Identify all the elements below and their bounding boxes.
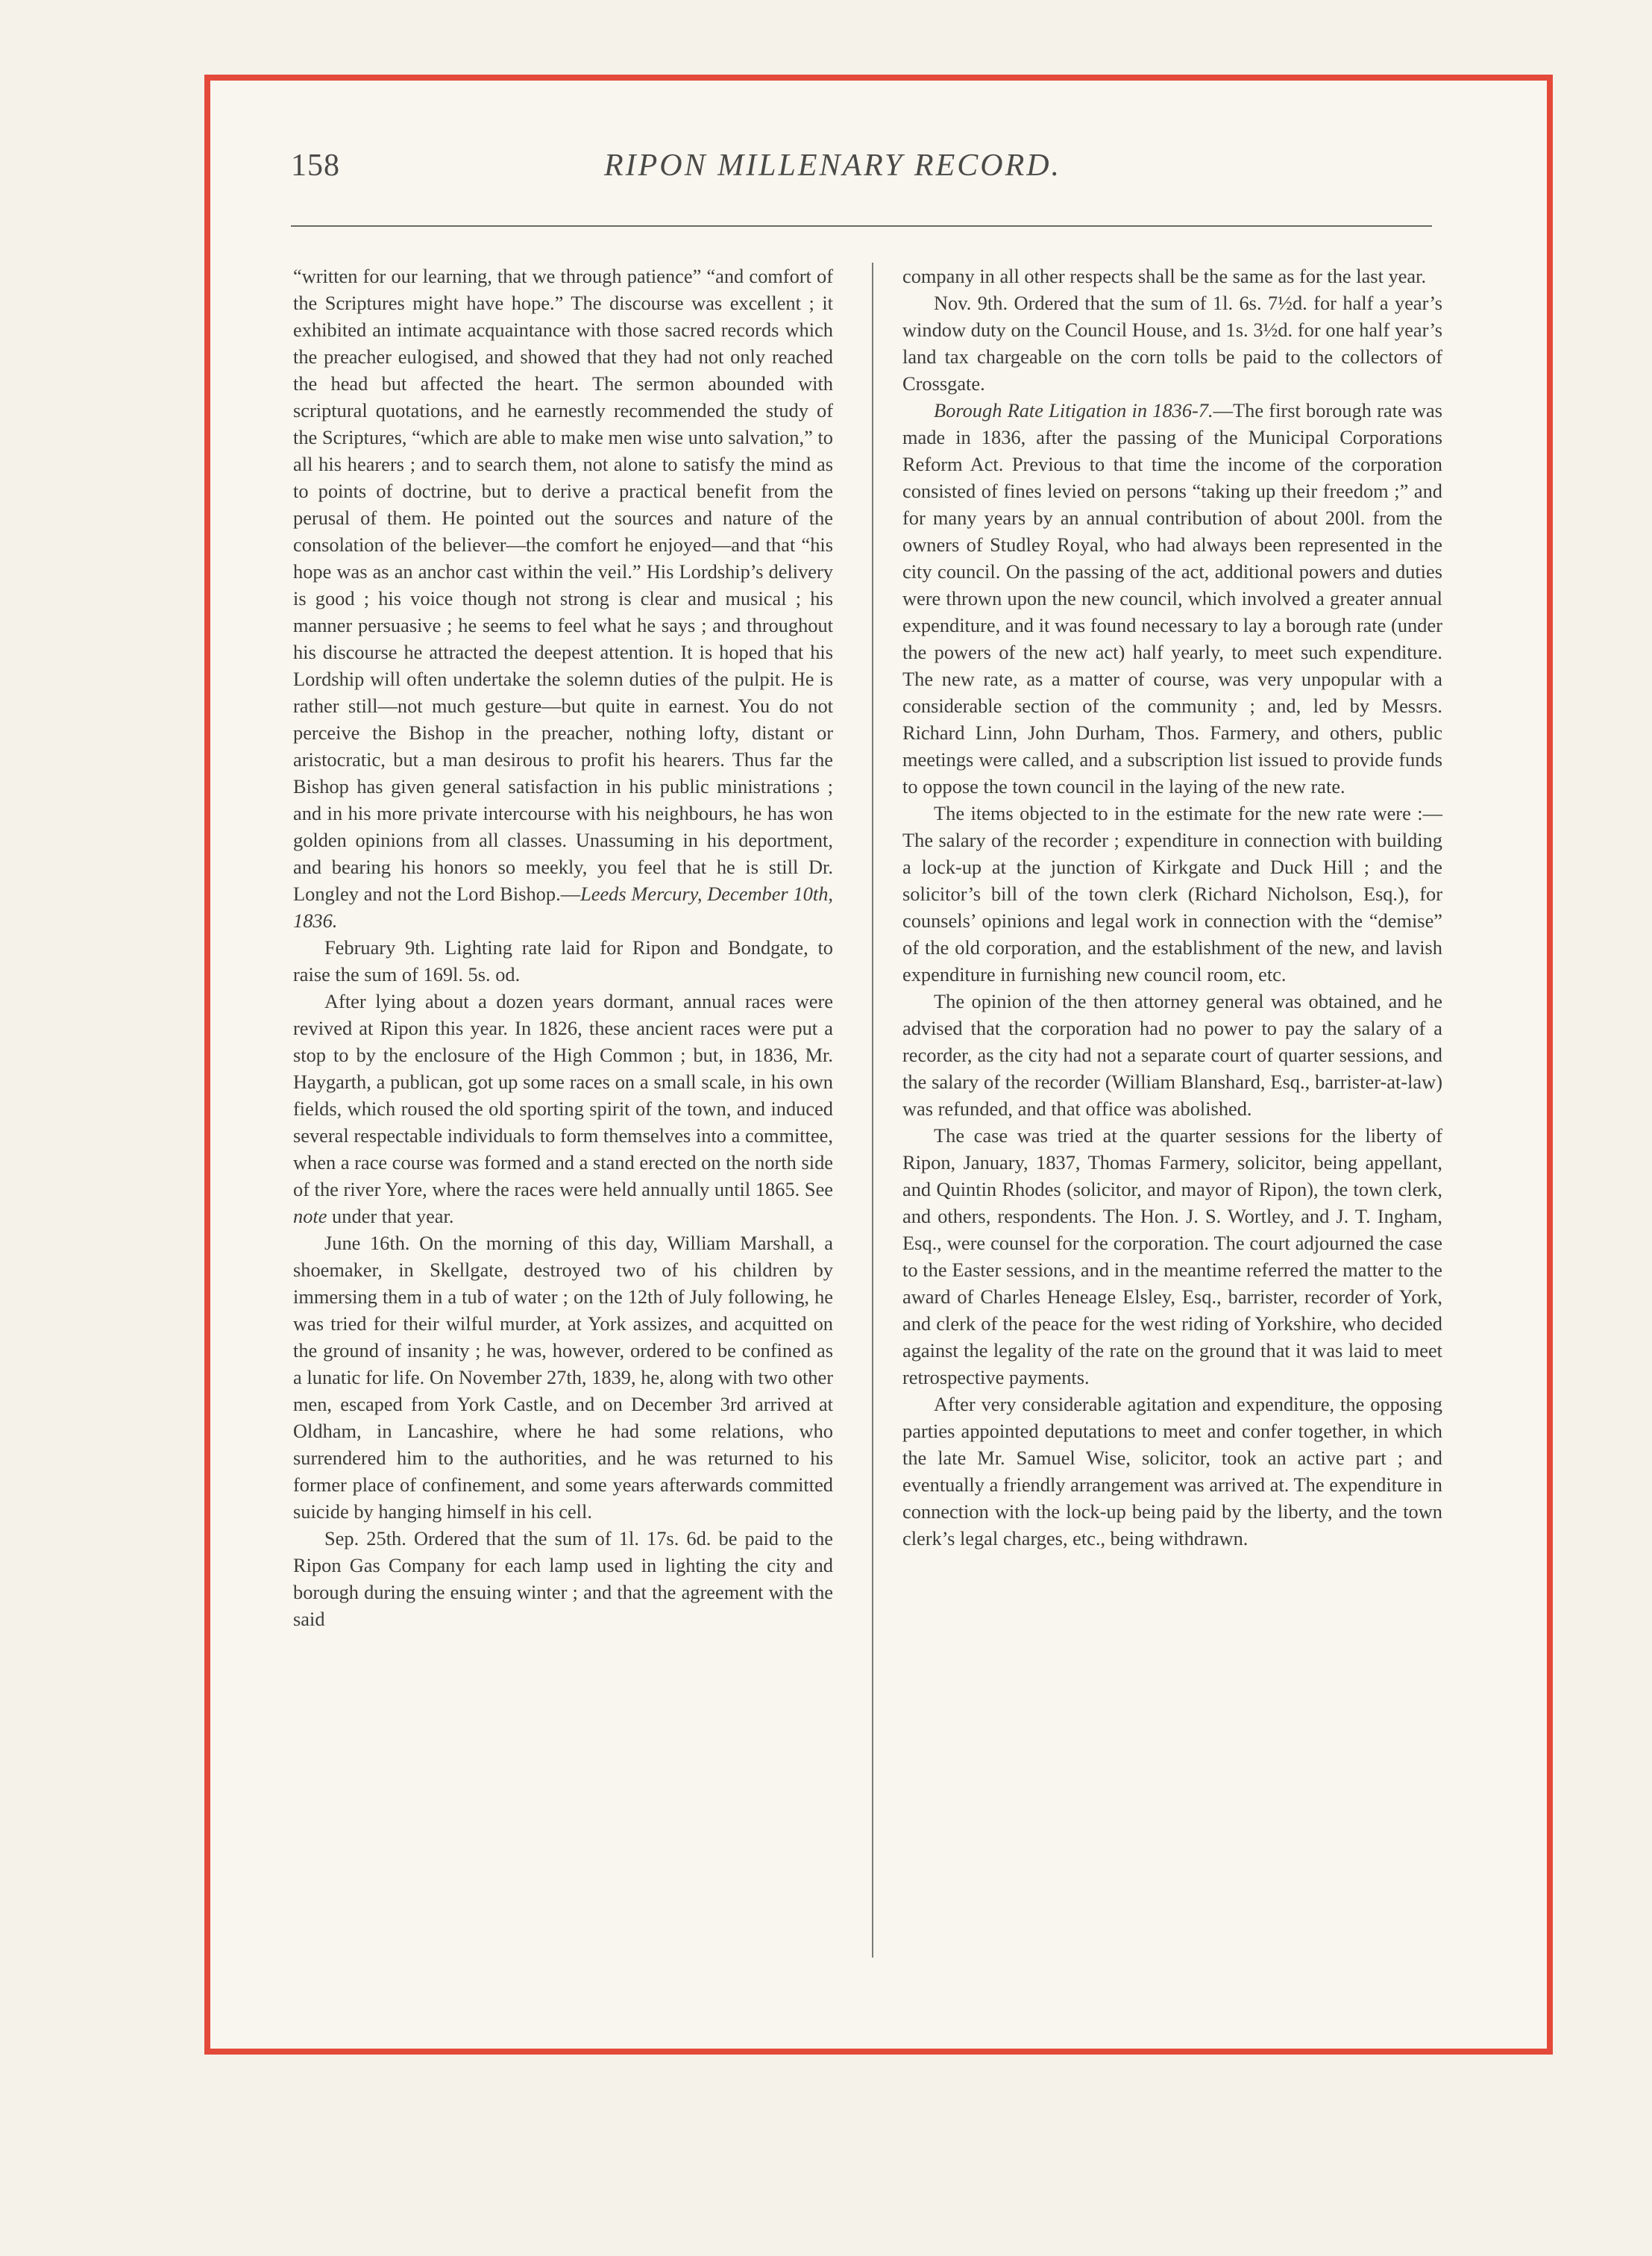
source-citation: Leeds Mercury, December 10th, 1836. xyxy=(293,883,833,932)
paragraph: The items objected to in the estimate for the new rate were :—The salary of the recorder ; expenditure in connection with building a lock-up at the junction of Kirkgate and Duck Hill ; and the solicitor’s bill of the town clerk (Richard Nicholson, Esq.), for counsels’ opinions and legal work in connection with the “demise” of the old corporation, and the establishment of the new, and lavish expenditure in furnishing new council room, etc. xyxy=(902,802,1442,986)
paragraph: The case was tried at the quarter sessions for the liberty of Ripon, January, 1837, Thomas Farmery, solicitor, being appellant, and Quintin Rhodes (solicitor, and mayor of Ripon), the town clerk, and others, respondents. The Hon. J. S. Wortley, and J. T. Ingham, Esq., were counsel for the corporation. The court adjourned the case to the Easter sessions, and in the meantime referred the matter to the award of Charles Heneage Elsley, Esq., barrister, recorder of York, and clerk of the peace for the west riding of Yorkshire, who decided against the legality of the rate on the ground that it was laid to meet retrospective payments. xyxy=(902,1124,1442,1388)
paragraph: The opinion of the then attorney general was obtained, and he advised that the corporation had no power to pay the salary of a recorder, as the city had not a separate court of quarter sessions, and the salary of the recorder (William Blanshard, Esq., barrister-at-law) was refunded, and that office was abolished. xyxy=(902,990,1442,1120)
paragraph xyxy=(902,397,1442,800)
paragraph: company in all other respects shall be the same as for the last year. xyxy=(902,265,1427,287)
paragraph: February 9th. Lighting rate laid for Ripon and Bondgate, to raise the sum of 169l. 5s. od. xyxy=(293,936,833,986)
paragraph xyxy=(293,263,833,934)
section-heading: Borough Rate Litigation in 1836-7. xyxy=(934,399,1213,422)
left-column xyxy=(293,263,833,1632)
paragraph: Sep. 25th. Ordered that the sum of 1l. 17s. 6d. be paid to the Ripon Gas Company for each lamp used in lighting the city and borough during the ensuing winter ; and that the agreement with the said xyxy=(293,1527,833,1630)
paragraph: Nov. 9th. Ordered that the sum of 1l. 6s. 7½d. for half a year’s window duty on the Council House, and 1s. 3½d. for one half year’s land tax chargeable on the corn tolls be paid to the collectors of Crossgate. xyxy=(902,292,1442,395)
paragraph-text: —The first borough rate was made in 1836, after the passing of the Municipal Corporations Reform Act. Previous to that time the income of the corporation consisted of fines levied on persons “taking up their freedom ;” and for many years by an annual contribution of about 200l. from the owners of Studley Royal, who had always been represented in the city council. On the passing of the act, additional powers and duties were thrown upon the new council, which involved a greater annual expenditure, and it was found necessary to lay a borough rate (under the powers of the new act) half yearly, to meet such expenditure. The new rate, as a matter of course, was very unpopular with a considerable section of the community ; and, led by Messrs. Richard Linn, John Durham, Thos. Farmery, and others, public meetings were called, and a subscription list issued to provide funds to oppose the town council in the laying of the new rate. xyxy=(902,399,1442,798)
running-title: RIPON MILLENARY RECORD. xyxy=(604,148,1062,183)
page-number: 158 xyxy=(291,148,340,183)
note-reference: note xyxy=(293,1205,327,1227)
paragraph-text: After lying about a dozen years dormant, annual races were revived at Ripon this year. In 1826, these ancient races were put a stop to by the enclosure of the High Common ; but, in 1836, Mr. Haygarth, a publican, got up some races on a small scale, in his own fields, which roused the old sporting spirit of the town, and induced several respectable individuals to form themselves into a committee, when a race course was formed and a stand erected on the north side of the river Yore, where the races were held annually until 1865. See xyxy=(293,990,833,1200)
paragraph: After very considerable agitation and expenditure, the opposing parties appointed deputations to meet and confer together, in which the late Mr. Samuel Wise, solicitor, took an active part ; and eventually a friendly arrangement was arrived at. The expenditure in connection with the lock-up being paid by the liberty, and the town clerk’s legal charges, etc., being withdrawn. xyxy=(902,1393,1442,1550)
paragraph: June 16th. On the morning of this day, William Marshall, a shoemaker, in Skellgate, destroyed two of his children by immersing them in a tub of water ; on the 12th of July following, he was tried for their wilful murder, at York assizes, and acquitted on the ground of insanity ; he was, however, ordered to be confined as a lunatic for life. On November 27th, 1839, he, along with two other men, escaped from York Castle, and on December 3rd arrived at Oldham, in Lancashire, where he had some relations, who surrendered him to the authorities, and he was returned to his former place of confinement, and some years afterwards committed suicide by hanging himself in his cell. xyxy=(293,1232,833,1523)
header-rule xyxy=(291,225,1432,227)
paragraph-text: under that year. xyxy=(332,1205,454,1227)
paragraph xyxy=(293,988,833,1229)
column-divider xyxy=(872,263,873,1958)
paragraph-text: “written for our learning, that we through patience” “and comfort of the Scriptures might have hope.” The discourse was excellent ; it exhibited an intimate acquaintance with those sacred records which the preacher eulogised, and showed that they had not only reached the head but affected the heart. The sermon abounded with scriptural quotations, and he earnestly recommended the study of the Scriptures, “which are able to make men wise unto salvation,” to all his hearers ; and to search them, not alone to satisfy the mind as to points of doctrine, but to derive a practical benefit from the perusal of them. He pointed out the sources and nature of the consolation of the believer—the comfort he enjoyed—and that “his hope was as an anchor cast within the veil.” His Lordship’s delivery is good ; his voice though not strong is clear and musical ; his manner persuasive ; he seems to feel what he says ; and throughout his discourse he attracted the deepest attention. It is hoped that his Lordship will often undertake the solemn duties of the pulpit. He is rather still—not much gesture—but quite in earnest. You do not perceive the Bishop in the preacher, nothing lofty, distant or aristocratic, but a man desirous to profit his hearers. Thus far the Bishop has given general satisfaction in his public ministrations ; and in his more private intercourse with his neighbours, he has won golden opinions from all classes. Unassuming in his deportment, and bearing his honors so meekly, you feel that he is still Dr. Longley and not the Lord Bishop.— xyxy=(293,265,833,905)
right-column xyxy=(902,263,1442,1552)
